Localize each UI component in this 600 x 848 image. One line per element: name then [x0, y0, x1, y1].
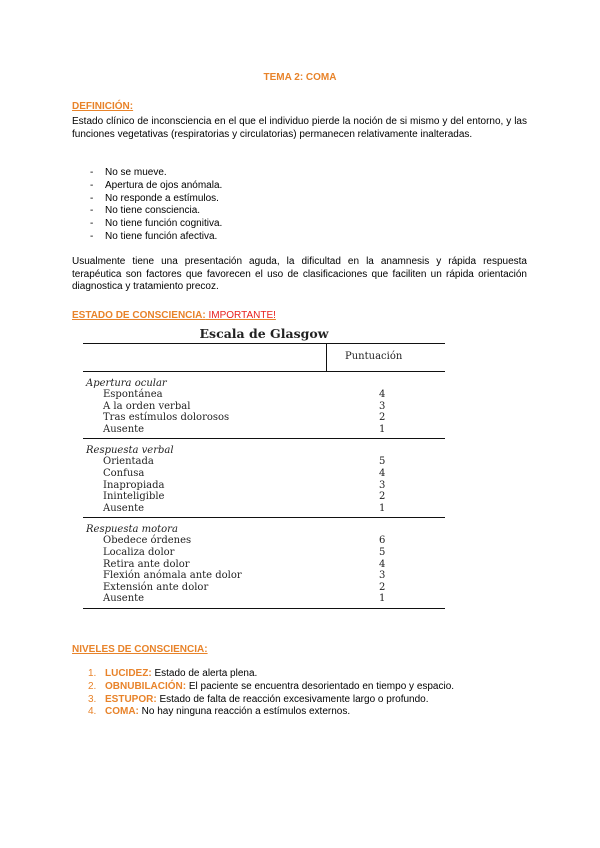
table-row: Ausente 1: [103, 593, 386, 605]
definicion-heading: DEFINICIÓN:: [72, 101, 134, 112]
glasgow-title: Escala de Glasgow: [199, 326, 329, 341]
dash-bullet: -: [90, 179, 94, 191]
glasgow-table: [83, 324, 445, 609]
section-name: Respuesta motora: [86, 524, 178, 536]
dash-bullet: -: [90, 192, 94, 204]
table-row: Flexión anómala ante dolor 3: [103, 570, 386, 582]
glasgow-section-apertura: [83, 372, 445, 439]
table-row: Espontánea 4: [103, 389, 386, 400]
section-name: Apertura ocular: [86, 378, 167, 389]
presentation-paragraph: Usualmente tiene una presentación aguda, la dificultad en la anamnesis y rápida respuesta terapéutica son factores que favorecen el uso de clasificaciones que faciliten un rápida orientación diagnostica y tratamiento precoz.: [72, 256, 527, 292]
list-item: - Apertura de ojos anómala.: [90, 179, 223, 191]
levels-list: [72, 668, 454, 719]
list-item: - No responde a estímulos.: [90, 192, 219, 204]
glasgow-header: [83, 343, 445, 372]
symptom-list: [72, 167, 222, 244]
document-title: TEMA 2: COMA: [263, 72, 337, 83]
list-item: 3. ESTUPOR: Estado de falta de reacción excesivamente largo o profundo.: [88, 693, 429, 705]
table-row: Ausente 1: [103, 423, 386, 435]
definicion-text: Estado clínico de inconsciencia en el que el individuo pierde la noción de si mismo y del entorno, y las funciones vegetativas (respiratorias y circulatorias) permanecen relativamente inalteradas.: [72, 116, 527, 140]
table-row: Extensión ante dolor 2: [103, 581, 386, 593]
section-name: Respuesta verbal: [86, 445, 174, 457]
table-row: Confusa 4: [103, 467, 386, 479]
table-row: Localiza dolor 5: [103, 546, 386, 558]
dash-bullet: -: [90, 205, 94, 217]
list-item: - No se mueve.: [90, 167, 167, 178]
table-row: Ausente 1: [103, 502, 386, 514]
table-row: Tras estímulos dolorosos 2: [103, 412, 386, 424]
table-row: Retira ante dolor 4: [103, 558, 386, 570]
table-row: Orientada 5: [103, 456, 386, 468]
list-item: 2. OBNUBILACIÓN: El paciente se encuentra desorientado en tiempo y espacio.: [88, 680, 455, 692]
list-item: 4. COMA: No hay ninguna reacción a estímulos externos.: [88, 706, 351, 718]
table-row: Inapropiada 3: [103, 479, 386, 491]
estado-heading: ESTADO DE CONSCIENCIA: IMPORTANTE!: [72, 310, 276, 321]
niveles-heading: NIVELES DE CONSCIENCIA:: [72, 644, 208, 655]
list-item: - No tiene función afectiva.: [90, 230, 218, 242]
list-item: 1. LUCIDEZ: Estado de alerta plena.: [88, 668, 258, 679]
important-note: IMPORTANTE!: [205, 310, 276, 321]
list-item: - No tiene consciencia.: [90, 205, 201, 217]
list-item: - No tiene función cognitiva.: [90, 218, 223, 230]
glasgow-section-motora: [83, 518, 445, 609]
dash-bullet: -: [90, 230, 94, 242]
score-column-header: Puntuación: [345, 351, 403, 362]
glasgow-section-verbal: [83, 439, 445, 518]
column-divider: [326, 344, 327, 371]
table-row: Obedece órdenes 6: [103, 535, 386, 547]
table-row: Ininteligible 2: [103, 491, 386, 503]
dash-bullet: -: [90, 167, 94, 178]
dash-bullet: -: [90, 218, 94, 230]
table-row: A la orden verbal 3: [103, 400, 386, 412]
